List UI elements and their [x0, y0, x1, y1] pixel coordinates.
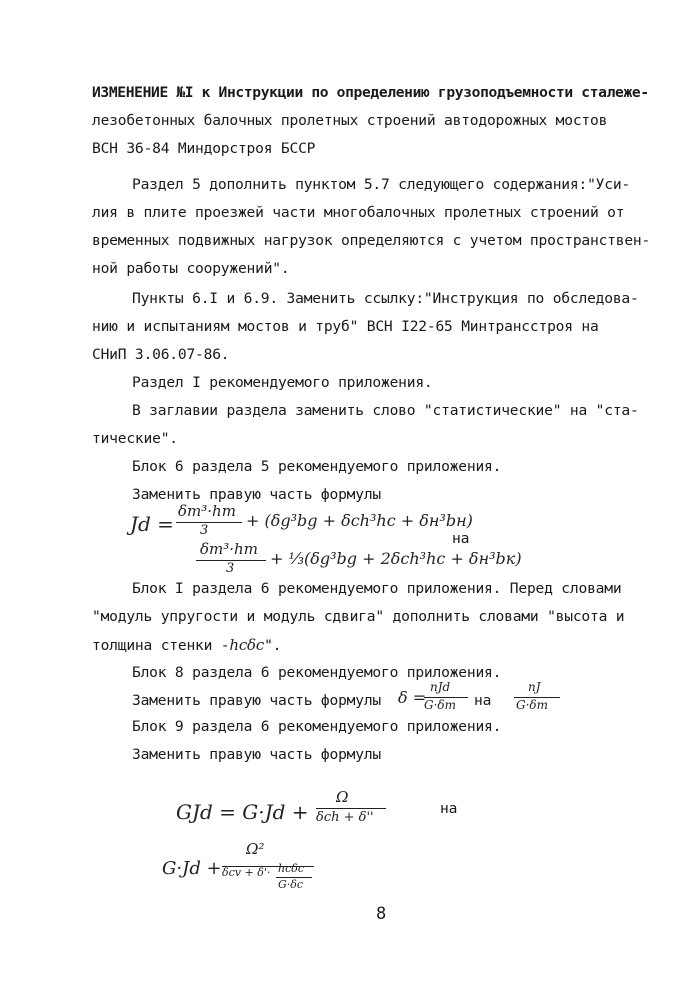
body-line-6: нию и испытаниям мостов и труб" ВСН I22-65 Минтрансстроя на — [92, 318, 599, 335]
formula-5-left: GJd = G·Jd + — [176, 800, 309, 824]
formula-4-numerator: nJ — [528, 680, 541, 694]
body-line-9: В заглавии раздела заменить слово "статистические" на "ста- — [132, 402, 639, 419]
body-line-10: тические". — [92, 430, 178, 447]
formula-1-left: Jd = — [130, 512, 174, 536]
page-number: 8 — [376, 904, 387, 924]
formula-6-denominator-c: G·δc — [278, 878, 304, 891]
body-line-16: толщина стенки -hcδc". — [92, 636, 282, 654]
body-line-17: Блок 8 раздела 6 рекомендуемого приложения. — [132, 664, 502, 681]
body-line-4: ной работы сооружений". — [92, 260, 290, 277]
formula-2-numerator: δm³·hm — [200, 540, 258, 558]
body-line-18: Заменить правую часть формулы — [132, 692, 381, 709]
body-line-15: "модуль упругости и модуль сдвига" дополнить словами "высота и — [92, 608, 625, 625]
body-line-21: Заменить правую часть формулы — [132, 746, 381, 763]
body-line-12: Заменить правую часть формулы — [132, 486, 381, 503]
body-line-8: Раздел I рекомендуемого приложения. — [132, 374, 433, 391]
body-line-7: СНиП 3.06.07-86. — [92, 346, 230, 363]
body-line-11: Блок 6 раздела 5 рекомендуемого приложения. — [132, 458, 502, 475]
body-line-14: Блок I раздела 6 рекомендуемого приложения. Перед словами — [132, 580, 622, 597]
body-line-20: Блок 9 раздела 6 рекомендуемого приложения. — [132, 718, 502, 735]
formula-6-denominator-a: δcv + δ'· — [222, 866, 271, 879]
formula-2-rest: + ⅓(δg³bg + 2δch³hc + δн³bк) — [270, 549, 522, 568]
formula-4-denominator: G·δm — [516, 698, 549, 712]
body-line-3: временных подвижных нагрузок определяются с учетом пространствен- — [92, 232, 651, 249]
formula-2-denominator: 3 — [226, 561, 235, 576]
formula-1-numerator: δm³·hm — [178, 502, 236, 520]
body-line-16-text: толщина стенки - — [92, 637, 230, 654]
formula-1-rest: + (δg³bg + δch³hc + δн³bн) — [246, 511, 473, 530]
formula-1-denominator: 3 — [200, 523, 209, 538]
title-line-2: лезобетонных балочных пролетных строений автодорожных мостов — [92, 112, 608, 129]
body-line-13: на — [452, 530, 470, 547]
formula-5-denominator: δch + δ'' — [316, 810, 374, 825]
title-line-3: ВСН 36-84 Миндорстроя БССР — [92, 140, 316, 157]
formula-5-numerator: Ω — [336, 788, 349, 806]
formula-1-fraction-bar — [176, 522, 242, 523]
body-line-22: на — [440, 800, 458, 817]
formula-5-fraction-bar — [316, 808, 386, 809]
formula-3-denominator: G·δm — [424, 698, 457, 712]
formula-6-left: G·Jd + — [162, 858, 222, 879]
body-line-2: лия в плите проезжей части многобалочных пролетных строений от — [92, 204, 625, 221]
title-line-1: ИЗМЕНЕНИЕ №I к Инструкции по определению грузоподъемности сталеже- — [92, 84, 649, 101]
formula-6-denominator-b: hcδc — [278, 862, 305, 875]
body-line-19: на — [474, 692, 492, 709]
formula-6-numerator: Ω² — [246, 840, 265, 858]
formula-3-left: δ = — [398, 688, 427, 707]
body-line-5: Пункты 6.I и 6.9. Заменить ссылку:"Инструкция по обследова- — [132, 290, 639, 307]
formula-3-numerator: nJd — [430, 680, 451, 694]
body-line-1: Раздел 5 дополнить пунктом 5.7 следующего содержания:"Уси- — [132, 176, 630, 193]
web-height-thickness-symbol: hcδc — [229, 636, 265, 654]
